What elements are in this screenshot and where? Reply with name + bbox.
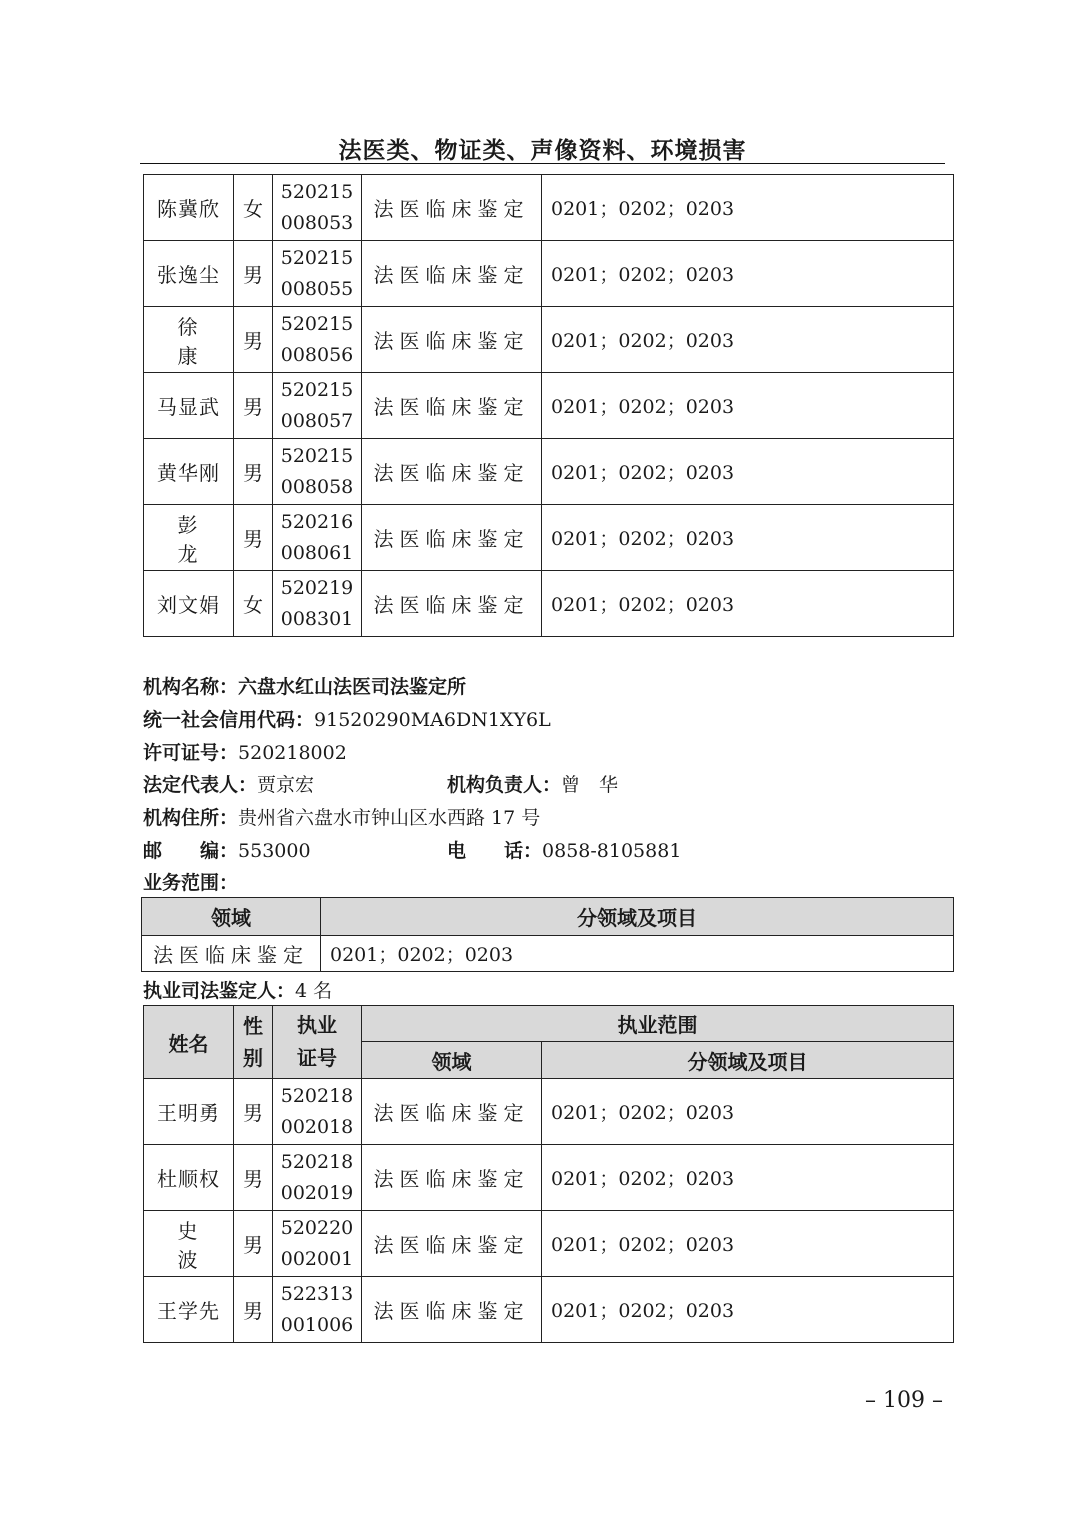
practitioner-field: 法医临床鉴定	[362, 241, 542, 307]
practitioner-name: 史波	[144, 1211, 234, 1277]
table-row	[144, 307, 954, 373]
header-scope: 执业范围	[362, 1006, 954, 1042]
legal-rep-value: 贾京宏	[257, 774, 315, 796]
business-scope-table	[141, 897, 954, 972]
practitioner-gender: 男	[234, 505, 273, 571]
practitioner-items: 0201；0202；0203	[542, 241, 954, 307]
table-row	[144, 505, 954, 571]
practitioner-items: 0201；0202；0203	[542, 307, 954, 373]
practitioner-gender: 男	[234, 439, 273, 505]
institution-name-label: 机构名称：	[143, 676, 239, 698]
practitioner-name: 黄华刚	[144, 439, 234, 505]
license-line	[143, 737, 347, 770]
practitioner-cert: 522313 001006	[273, 1277, 362, 1343]
legal-rep-line	[143, 769, 314, 802]
page-number: – 109 –	[865, 1388, 943, 1413]
practitioner-items: 0201；0202；0203	[542, 1145, 954, 1211]
table-row	[144, 1079, 954, 1145]
practitioner-name: 王明勇	[144, 1079, 234, 1145]
address-value: 贵州省六盘水市钟山区水西路 17 号	[238, 807, 541, 829]
practitioner-name: 张逸尘	[144, 241, 234, 307]
header-rule	[140, 163, 945, 164]
practitioner-gender: 男	[234, 1079, 273, 1145]
practitioner-field: 法医临床鉴定	[362, 373, 542, 439]
header-field: 领域	[362, 1042, 542, 1079]
credit-code-value: 91520290MA6DN1XY6L	[314, 709, 551, 731]
postcode-label: 邮 编：	[143, 840, 239, 862]
practitioner-cert: 520218 002019	[273, 1145, 362, 1211]
practitioner-name: 彭龙	[144, 505, 234, 571]
table-row	[144, 373, 954, 439]
practitioner-gender: 男	[234, 1145, 273, 1211]
header-name: 姓名	[144, 1006, 234, 1079]
table-row	[144, 175, 954, 241]
practitioner-field: 法医临床鉴定	[362, 1145, 542, 1211]
practitioner-count-value: 4 名	[295, 980, 333, 1002]
address-label: 机构住所：	[143, 807, 239, 829]
credit-code-label: 统一社会信用代码：	[143, 709, 315, 731]
head-label: 机构负责人：	[447, 774, 562, 796]
practitioner-items: 0201；0202；0203	[542, 1211, 954, 1277]
practitioner-items: 0201；0202；0203	[542, 439, 954, 505]
table-row	[144, 1145, 954, 1211]
practitioner-cert: 520219 008301	[273, 571, 362, 637]
practitioner-name: 徐康	[144, 307, 234, 373]
practitioner-cert: 520215 008055	[273, 241, 362, 307]
practitioner-field: 法医临床鉴定	[362, 175, 542, 241]
header-gender: 性别	[234, 1006, 273, 1079]
practitioner-name: 杜顺权	[144, 1145, 234, 1211]
table-row	[144, 1211, 954, 1277]
practitioner-table-continued	[143, 174, 954, 637]
practitioner-items: 0201；0202；0203	[542, 571, 954, 637]
phone-label: 电 话：	[447, 840, 543, 862]
credit-code-line	[143, 704, 551, 737]
practitioner-field: 法医临床鉴定	[362, 439, 542, 505]
practitioner-name: 马显武	[144, 373, 234, 439]
table-row	[142, 936, 954, 972]
phone-line	[447, 835, 681, 868]
practitioner-items: 0201；0202；0203	[542, 373, 954, 439]
institution-name-line	[143, 671, 466, 704]
table-row	[144, 571, 954, 637]
practitioner-field: 法医临床鉴定	[362, 505, 542, 571]
practitioner-items: 0201；0202；0203	[542, 1277, 954, 1343]
head-value: 曾 华	[561, 774, 619, 796]
table-row	[144, 241, 954, 307]
header-cert: 执业证号	[273, 1006, 362, 1079]
practitioner-gender: 男	[234, 373, 273, 439]
practitioner-field: 法医临床鉴定	[362, 571, 542, 637]
scope-items: 0201；0202；0203	[321, 936, 954, 972]
running-header-title: 法医类、物证类、声像资料、环境损害	[338, 137, 747, 164]
practitioner-cert: 520215 008056	[273, 307, 362, 373]
table-row	[144, 1277, 954, 1343]
institution-name-value: 六盘水红山法医司法鉴定所	[238, 676, 467, 698]
practitioner-gender: 男	[234, 1277, 273, 1343]
license-label: 许可证号：	[143, 742, 239, 764]
scope-header-items: 分领域及项目	[321, 898, 954, 936]
practitioner-count-line	[143, 975, 332, 1008]
practitioner-cert: 520215 008058	[273, 439, 362, 505]
practitioner-cert: 520215 008057	[273, 373, 362, 439]
postcode-value: 553000	[238, 840, 311, 862]
scope-field: 法医临床鉴定	[142, 936, 321, 972]
postcode-line	[143, 835, 311, 868]
header-items: 分领域及项目	[542, 1042, 954, 1079]
practitioner-items: 0201；0202；0203	[542, 1079, 954, 1145]
scope-label-line	[143, 867, 238, 900]
practitioner-table	[143, 1005, 954, 1343]
address-line	[143, 802, 540, 835]
practitioner-gender: 女	[234, 571, 273, 637]
license-value: 520218002	[238, 742, 347, 764]
practitioner-gender: 女	[234, 175, 273, 241]
practitioner-cert: 520218 002018	[273, 1079, 362, 1145]
head-line	[447, 769, 618, 802]
practitioner-gender: 男	[234, 307, 273, 373]
practitioner-field: 法医临床鉴定	[362, 1211, 542, 1277]
practitioner-field: 法医临床鉴定	[362, 307, 542, 373]
practitioner-items: 0201；0202；0203	[542, 505, 954, 571]
table-row	[144, 439, 954, 505]
practitioner-cert: 520215 008053	[273, 175, 362, 241]
scope-label: 业务范围：	[143, 872, 239, 894]
practitioner-gender: 男	[234, 241, 273, 307]
legal-rep-label: 法定代表人：	[143, 774, 258, 796]
practitioner-gender: 男	[234, 1211, 273, 1277]
practitioner-name: 王学先	[144, 1277, 234, 1343]
practitioner-count-label: 执业司法鉴定人：	[143, 980, 296, 1002]
scope-header-field: 领域	[142, 898, 321, 936]
practitioner-cert: 520216 008061	[273, 505, 362, 571]
practitioner-field: 法医临床鉴定	[362, 1079, 542, 1145]
practitioner-items: 0201；0202；0203	[542, 175, 954, 241]
practitioner-field: 法医临床鉴定	[362, 1277, 542, 1343]
phone-value: 0858-8105881	[542, 840, 682, 862]
practitioner-name: 陈冀欣	[144, 175, 234, 241]
practitioner-name: 刘文娟	[144, 571, 234, 637]
practitioner-cert: 520220 002001	[273, 1211, 362, 1277]
